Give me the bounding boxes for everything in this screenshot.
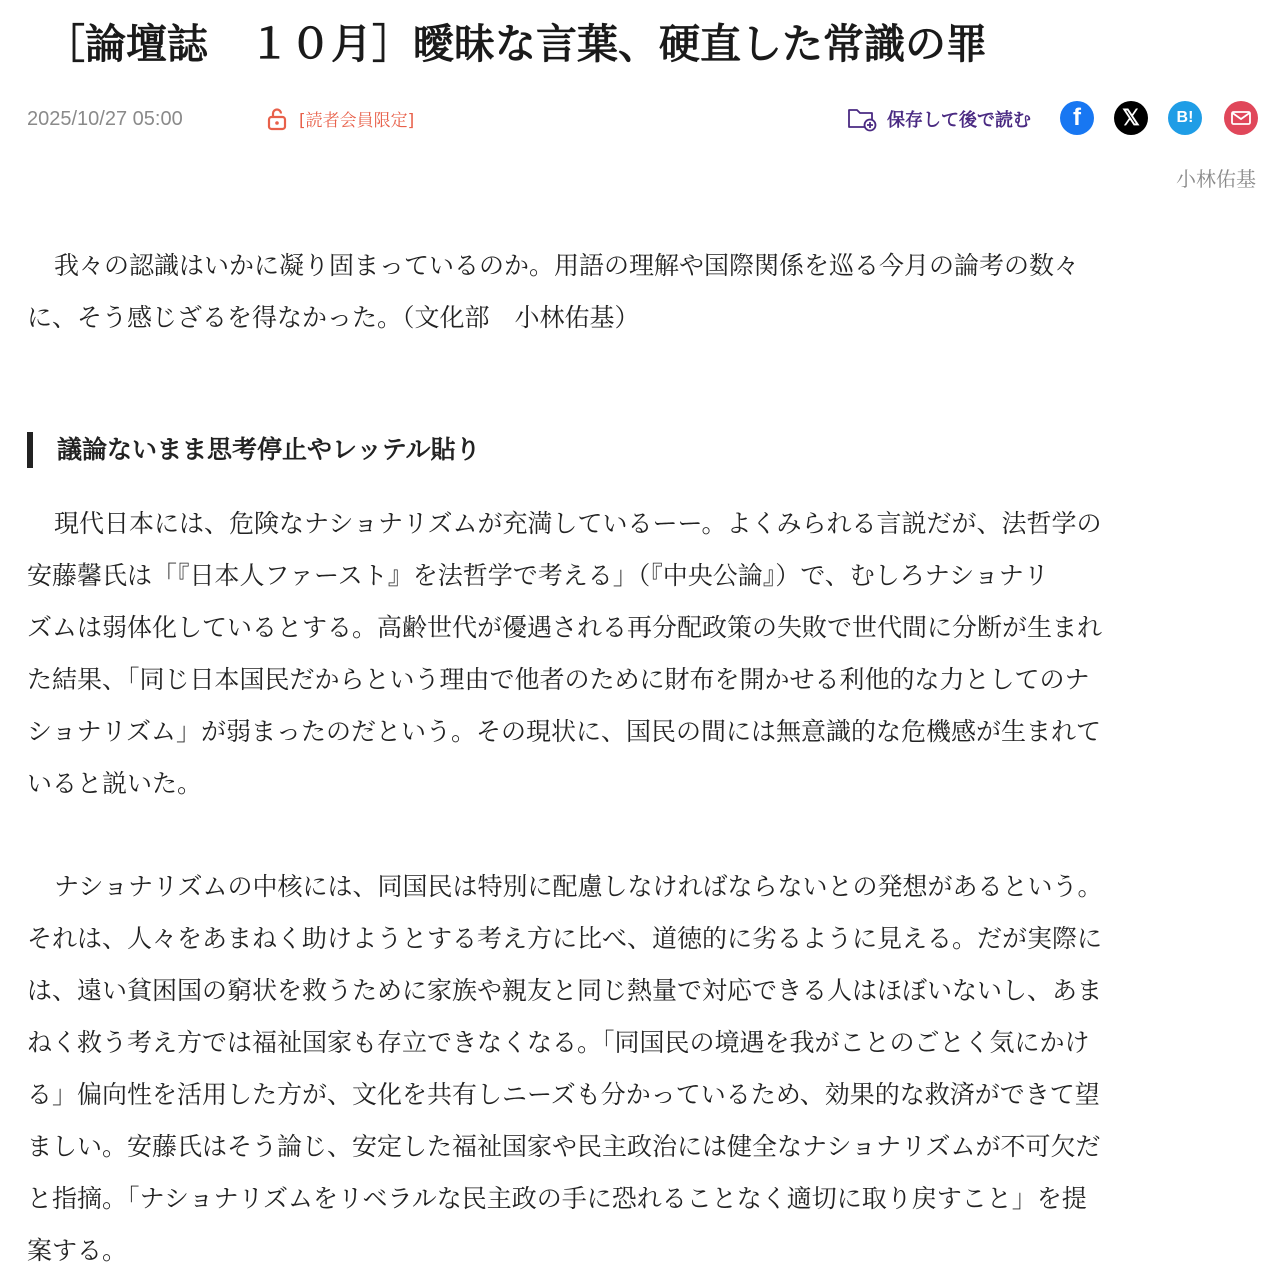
hatena-bookmark-button[interactable] [1168, 101, 1202, 135]
member-only-label: [読者会員限定] [299, 111, 415, 131]
unlock-icon [267, 107, 287, 131]
x-icon: 𝕏 [1122, 105, 1140, 130]
article-title: ［論壇誌 １０月］曖昧な言葉、硬直した常識の罪 [44, 20, 987, 68]
publish-date: 2025/10/27 05:00 [27, 108, 183, 130]
folder-add-icon [847, 106, 877, 132]
x-share-button[interactable] [1114, 101, 1148, 135]
facebook-share-button[interactable] [1060, 101, 1094, 135]
member-only-badge [267, 106, 414, 131]
body-paragraph: ナショナリズムの中核には、同国民は特別に配慮しなければならないとの発想があるという。 それは、人々をあまねく助けようとする考え方に比べ、道徳的に劣るように見える。だが実際に は、遠い貧困国の窮状を救うために家族や親友と同じ熱量で対応できる人はほぼいないし、あま ねく救う考え方では福祉国家も存立できなくなる。「同国民の境遇を我がことのごとく気にかけ る」偏向性を活用した方が、文化を共有しニーズも分かっているため、効果的な救済ができて望 ましい。安藤氏はそう論じ、安定した福祉国家や民主政治には健全なナショナリズムが不可欠だ と指摘。「ナショナリズムをリベラルな民主政の手に恐れることなく適切に取り戻すこと」を提 案する。 [27, 872, 1103, 1265]
mail-icon [1231, 111, 1251, 125]
hatena-icon: B! [1176, 109, 1194, 126]
mail-share-button[interactable] [1224, 101, 1258, 135]
section-heading: 議論ないまま思考停止やレッテル貼り [27, 432, 481, 468]
save-for-later-button[interactable] [847, 106, 1031, 132]
save-for-later-label: 保存して後で読む [887, 110, 1031, 131]
body-paragraph: 現代日本には、危険なナショナリズムが充満しているーー。よくみられる言説だが、法哲学の 安藤馨氏は「『日本人ファースト』を法哲学で考える」（『中央公論』）で、むしろナショナリ ズムは弱体化しているとする。高齢世代が優遇される再分配政策の失敗で世代間に分断が生まれ た結果、「同じ日本国民だからという理由で他者のために財布を開かせる利他的な力としてのナ ショナリズム」が弱まったのだという。その現状に、国民の間には無意識的な危機感が生まれて いると説いた。 [27, 509, 1103, 798]
author-name: 小林佑基 [1176, 167, 1256, 191]
facebook-icon: f [1073, 104, 1081, 131]
article-meta [27, 100, 1263, 140]
lead-paragraph: 我々の認識はいかに凝り固まっているのか。用語の理解や国際関係を巡る今月の論考の数々 に、そう感じざるを得なかった。（文化部 小林佑基） [27, 251, 1080, 332]
